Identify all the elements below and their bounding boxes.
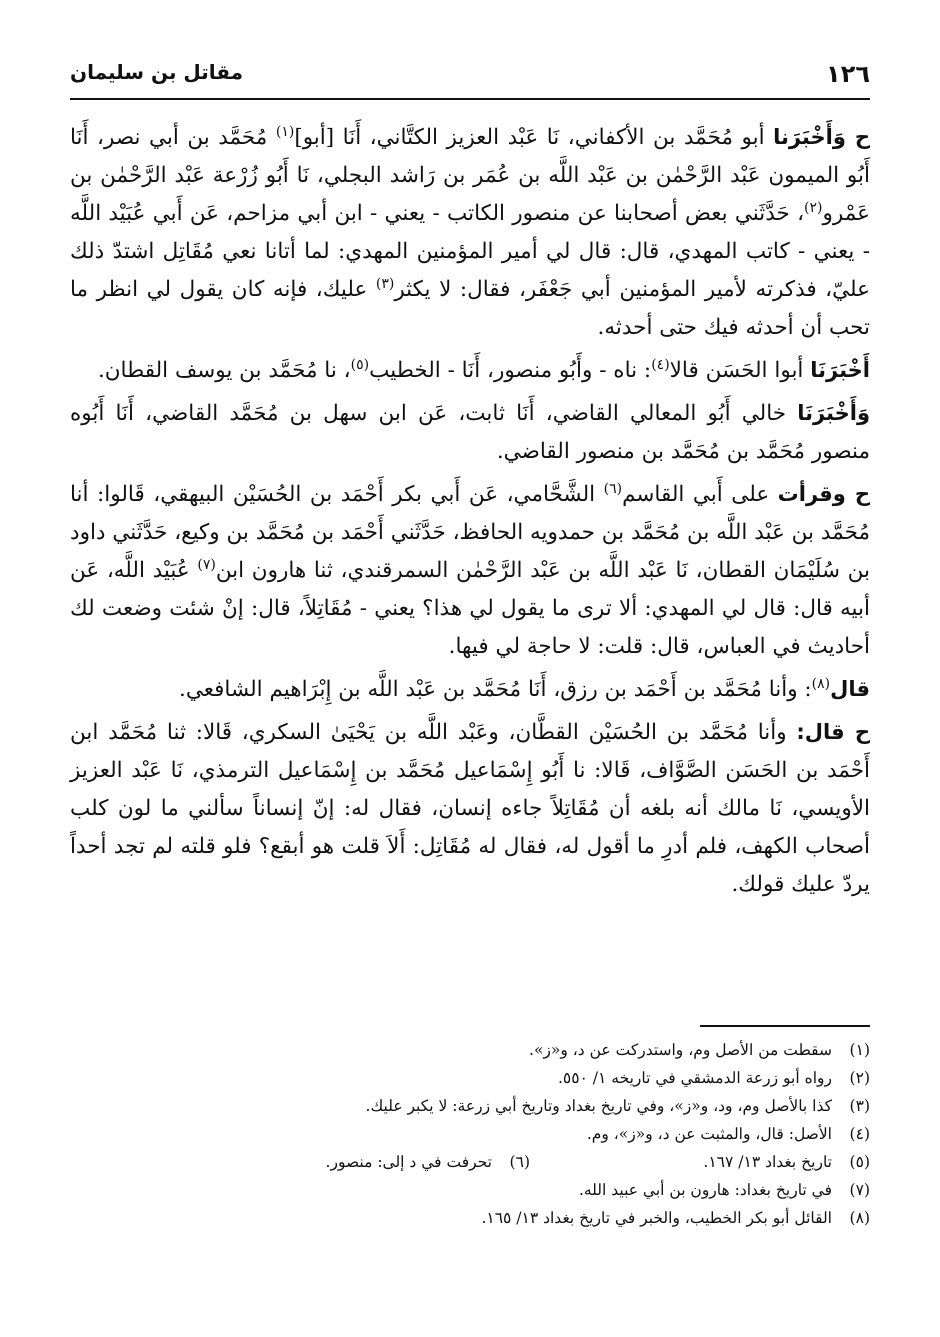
footnote-number: (١): [849, 1041, 870, 1059]
footnote-ref: (٣): [375, 275, 395, 292]
text-run: عُبَيْد اللَّه، عَن أبيه قال: قال لي المهدي: ألا ترى ما يقول لي هذا؟ يعني - مُقَاتِلاً، قال: إنْ شئت وضعت لك أحاديث في العباس، قال: قلت: لا حاجة لي فيها.: [70, 558, 870, 659]
footnote-separator: [700, 1025, 870, 1027]
paragraph-lead: ح وَأَخْبَرَنا: [773, 125, 870, 149]
paragraph-lead: ح قال:: [796, 720, 870, 744]
footnote-text: تحرفت في د إلى: منصور.: [325, 1153, 492, 1171]
paragraph: [70, 713, 870, 904]
page-header: [70, 60, 870, 96]
footnote-text: تاريخ بغداد ١٣/ ١٦٧.: [703, 1153, 832, 1171]
footnotes: [70, 1036, 870, 1232]
text-run: أبو مُحَمَّد بن الأكفاني، نَا عَبْد العزيز الكتَّاني، أَنَا [أبو]: [294, 125, 774, 150]
paragraph: [70, 394, 870, 471]
footnote-text: الأصل: قال، والمثبت عن د، و«ز»، وم.: [586, 1125, 832, 1143]
footnote: [70, 1204, 870, 1232]
footnote-ref: (٢): [804, 199, 823, 216]
footnote-pair: [70, 1148, 870, 1176]
footnote-text: سقطت من الأصل وم، واستدركت عن د، و«ز».: [529, 1041, 832, 1059]
footnote: [190, 1148, 530, 1176]
footnote-number: (٢): [849, 1069, 870, 1087]
text-run: : وأنا مُحَمَّد بن أَحْمَد بن رزق، أَنَا مُحَمَّد بن عَبْد اللَّه بن إِبْرَاهيم الشافعي.: [179, 677, 812, 702]
text-run: ، حَدَّثَني بعض أصحابنا عن منصور الكاتب - يعني - ابن أبي مزاحم، عَن أَبي عُبَيْد اللَّه - يعني - كاتب المهدي، قال: قال لي أمير المؤمنين المهدي: لما أتانا نعي مُقَاتِل اشتدّ ذلك عليّ، فذكرته لأمير المؤمنين أبي جَعْفَر، فقال: لا يكثر: [70, 201, 870, 302]
footnote: [70, 1092, 870, 1120]
text-run: خالي أَبُو المعالي القاضي، أَنَا ثابت، عَن ابن سهل بن مُحَمَّد القاضي، أَنَا أَبُوه منصور مُحَمَّد بن مُحَمَّد بن منصور القاضي.: [70, 401, 870, 464]
paragraph: [70, 475, 870, 666]
footnote-ref: (٨): [811, 675, 831, 692]
footnote: [70, 1064, 870, 1092]
footnote-text: في تاريخ بغداد: هارون بن أبي عبيد الله.: [578, 1181, 832, 1199]
text-run: الشَّحَّامي، عَن أَبي بكر أَحْمَد بن الحُسَيْن البيهقي، قَالوا: أنا مُحَمَّد بن عَبْد اللَّه بن مُحَمَّد بن حمدويه الحافظ، حَدَّثَني أَحْمَد بن مُحَمَّد بن وكيع، حَدَّثَني داود بن سُلَيْمَان القطان، نَا عَبْد اللَّه بن عَبْد الرَّحْمٰن السمرقندي، ثنا هارون ابن: [70, 482, 870, 583]
footnote-number: (٦): [509, 1153, 530, 1171]
footnote-number: (٣): [849, 1097, 870, 1115]
text-run: عليك، فإنه كان يقول لي انظر ما تحب أن أحدثه فيك حتى أحدثه.: [70, 277, 870, 340]
footnote: [530, 1148, 870, 1176]
footnote: [70, 1036, 870, 1064]
footnote-number: (٥): [849, 1153, 870, 1171]
footnote: [70, 1176, 870, 1204]
footnote-number: (٤): [849, 1125, 870, 1143]
page-number: ١٢٦: [826, 60, 870, 88]
main-text: [70, 118, 870, 908]
paragraph-lead: قال: [830, 677, 870, 701]
footnote-number: (٨): [849, 1209, 870, 1227]
footnote-text: رواه أبو زرعة الدمشقي في تاريخه ١/ ٥٥٠.: [557, 1069, 832, 1087]
text-run: على أَبي القاسم: [622, 482, 778, 507]
footnote-ref: (٦): [603, 480, 623, 497]
text-run: : ناه - وأَبُو منصور، أَنَا - الخطيب: [369, 358, 652, 383]
paragraph-lead: ح وقرأت: [777, 482, 870, 506]
text-run: وأنا مُحَمَّد بن الحُسَيْن القطَّان، وعَبْد اللَّه بن يَحْيَىٰ السكري، قَالا: ثنا مُحَمَّد ابن أَحْمَد بن الحَسَن الصَّوَّاف، قَالا: نا أَبُو إِسْمَاعيل مُحَمَّد بن إِسْمَاعيل الترمذي، نَا عَبْد العزيز الأويسي، نَا مالك أنه بلغه أن مُقَاتِلاً جاءه إنسان، فقال له: إنّ إنساناً سألني ما لون كلب أصحاب الكهف، فلم أدرِ ما أقول له، فقال له مُقَاتِل: أَلاَ قلت هو أبقع؟ فلو قلته لم تجد أحداً يردّ عليك قولك.: [70, 720, 870, 897]
text-run: مُحَمَّد بن أبي نصر، أَنَا أَبُو الميمون عَبْد الرَّحْمٰن بن عَبْد اللَّه بن عُمَر بن رَاشد البجلي، نَا أَبُو زُرْعة عَبْد الرَّحْمٰن بن عَمْرو: [70, 125, 870, 226]
paragraph: [70, 118, 870, 347]
header-rule: [70, 98, 870, 100]
footnote-text: كذا بالأصل وم، ود، و«ز»، وفي تاريخ بغداد وتاريخ أبي زرعة: لا يكبر عليك.: [365, 1097, 832, 1115]
footnote-ref: (٧): [197, 556, 216, 573]
text-run: ، نا مُحَمَّد بن يوسف القطان.: [97, 358, 351, 383]
footnote-ref: (٥): [350, 356, 370, 373]
paragraph-lead: وَأَخْبَرَنَا: [797, 401, 870, 425]
paragraph: [70, 351, 870, 390]
paragraph-lead: أَخْبَرَنَا: [810, 358, 870, 382]
text-run: أبوا الحَسَن قالا: [669, 358, 811, 383]
running-title: مقاتل بن سليمان: [70, 60, 244, 84]
footnote-ref: (١): [275, 123, 295, 140]
footnote-number: (٧): [849, 1181, 870, 1199]
paragraph: [70, 670, 870, 709]
footnote: [70, 1120, 870, 1148]
footnote-text: القائل أبو بكر الخطيب، والخبر في تاريخ بغداد ١٣/ ١٦٥.: [481, 1209, 832, 1227]
footnote-ref: (٤): [651, 356, 670, 373]
